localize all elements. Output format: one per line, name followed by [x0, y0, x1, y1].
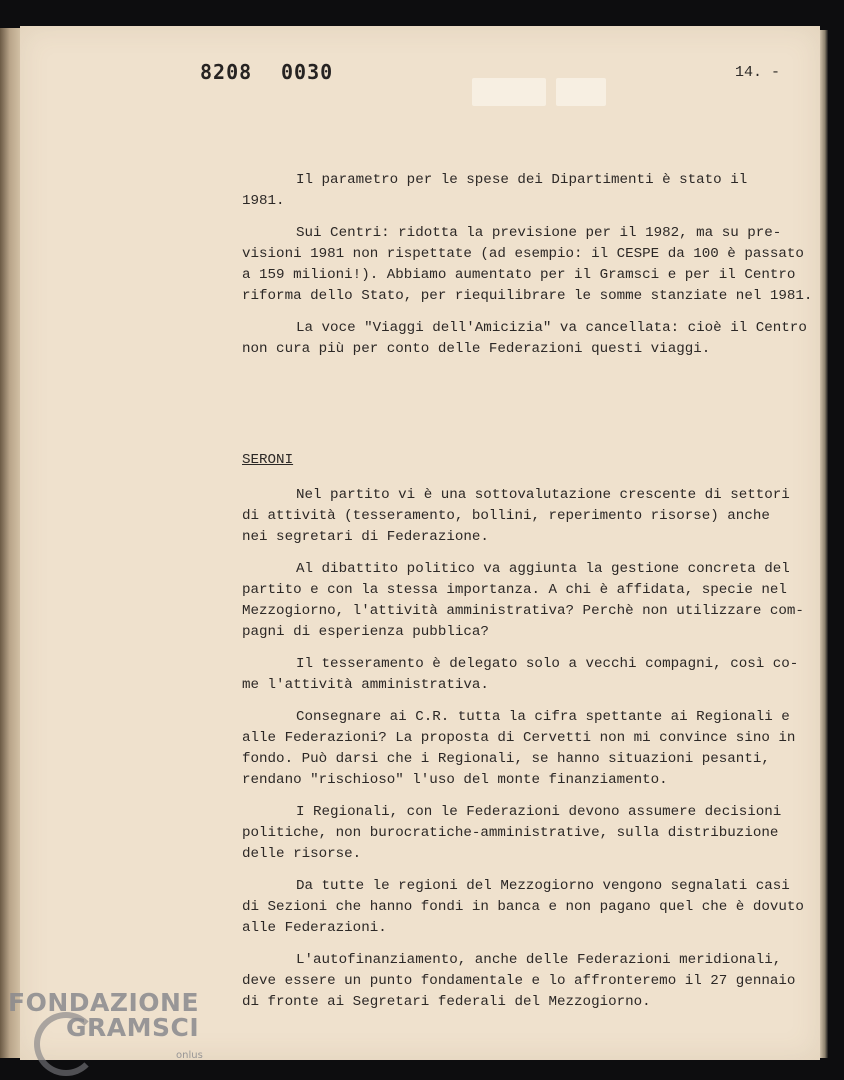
page-number: 14. - — [735, 64, 781, 81]
watermark-line1: FONDAZIONE — [8, 988, 200, 1017]
text-line: riforma dello Stato, per riequilibrare le somme stanziate nel 1981. — [242, 288, 813, 304]
text-line: alle Federazioni. — [242, 920, 387, 936]
text-line: I Regionali, con le Federazioni devono assumere decisioni — [296, 804, 782, 820]
text-line: La voce "Viaggi dell'Amicizia" va cancellata: cioè il Centro — [296, 320, 807, 336]
text-line: Nel partito vi è una sottovalutazione crescente di settori — [296, 487, 790, 503]
paragraph — [242, 223, 813, 307]
binder-spine — [0, 28, 22, 1058]
paragraph — [242, 876, 804, 939]
text-line: Mezzogiorno, l'attività amministrativa? Perchè non utilizzare com- — [242, 603, 804, 619]
paragraph — [242, 707, 796, 791]
text-line: Il parametro per le spese dei Dipartimenti è stato il — [296, 172, 748, 188]
text-line: non cura più per conto delle Federazioni questi viaggi. — [242, 341, 711, 357]
paragraph — [242, 318, 807, 360]
text-line: di attività (tesseramento, bollini, reperimento risorse) anche — [242, 508, 770, 524]
paragraph — [242, 654, 799, 696]
text-line: Consegnare ai C.R. tutta la cifra spettante ai Regionali e — [296, 709, 790, 725]
watermark-suffix: onlus — [176, 1050, 203, 1061]
text-line: di Sezioni che hanno fondi in banca e non pagano quel che è dovuto — [242, 899, 804, 915]
text-line: Al dibattito politico va aggiunta la gestione concreta del — [296, 561, 790, 577]
text-line: visioni 1981 non rispettate (ad esempio: il CESPE da 100 è passato — [242, 246, 804, 262]
text-line: Il tesseramento è delegato solo a vecchi compagni, così co- — [296, 656, 799, 672]
paragraph — [242, 802, 782, 865]
text-line: nei segretari di Federazione. — [242, 529, 489, 545]
watermark-line2: GRAMSCI — [66, 1013, 200, 1042]
text-line: rendano "rischioso" l'uso del monte finanziamento. — [242, 772, 668, 788]
text-line: deve essere un punto fondamentale e lo affronteremo il 27 gennaio — [242, 973, 796, 989]
paragraph — [242, 485, 790, 548]
text-line: pagni di esperienza pubblica? — [242, 624, 489, 640]
text-line: me l'attività amministrativa. — [242, 677, 489, 693]
text-line: Sui Centri: ridotta la previsione per il 1982, ma su pre- — [296, 225, 782, 241]
text-block-budget — [242, 170, 813, 371]
paragraph — [242, 559, 804, 643]
text-line: 1981. — [242, 193, 285, 209]
text-line: Da tutte le regioni del Mezzogiorno vengono segnalati casi — [296, 878, 790, 894]
text-line: alle Federazioni? La proposta di Cervetti non mi convince sino in — [242, 730, 796, 746]
text-line: L'autofinanziamento, anche delle Federazioni meridionali, — [296, 952, 782, 968]
paper-patch — [556, 78, 606, 106]
paper-patch — [472, 78, 546, 106]
page-edge — [820, 30, 828, 1058]
archive-stamp-left: 8208 — [200, 60, 253, 84]
watermark — [8, 988, 203, 1061]
text-line: di fronte ai Segretari federali del Mezzogiorno. — [242, 994, 651, 1010]
text-line: politiche, non burocratiche-amministrative, sulla distribuzione — [242, 825, 779, 841]
text-line: fondo. Può darsi che i Regionali, se hanno situazioni pesanti, — [242, 751, 770, 767]
archive-stamp-right: 0030 — [281, 60, 334, 84]
paragraph — [242, 950, 796, 1013]
section-heading: SERONI — [242, 452, 294, 468]
paragraph — [242, 170, 772, 212]
text-line: delle risorse. — [242, 846, 362, 862]
text-line: a 159 milioni!). Abbiamo aumentato per il Gramsci e per il Centro — [242, 267, 796, 283]
text-block-seroni — [242, 485, 804, 1024]
text-line: partito e con la stessa importanza. A chi è affidata, specie nel — [242, 582, 787, 598]
